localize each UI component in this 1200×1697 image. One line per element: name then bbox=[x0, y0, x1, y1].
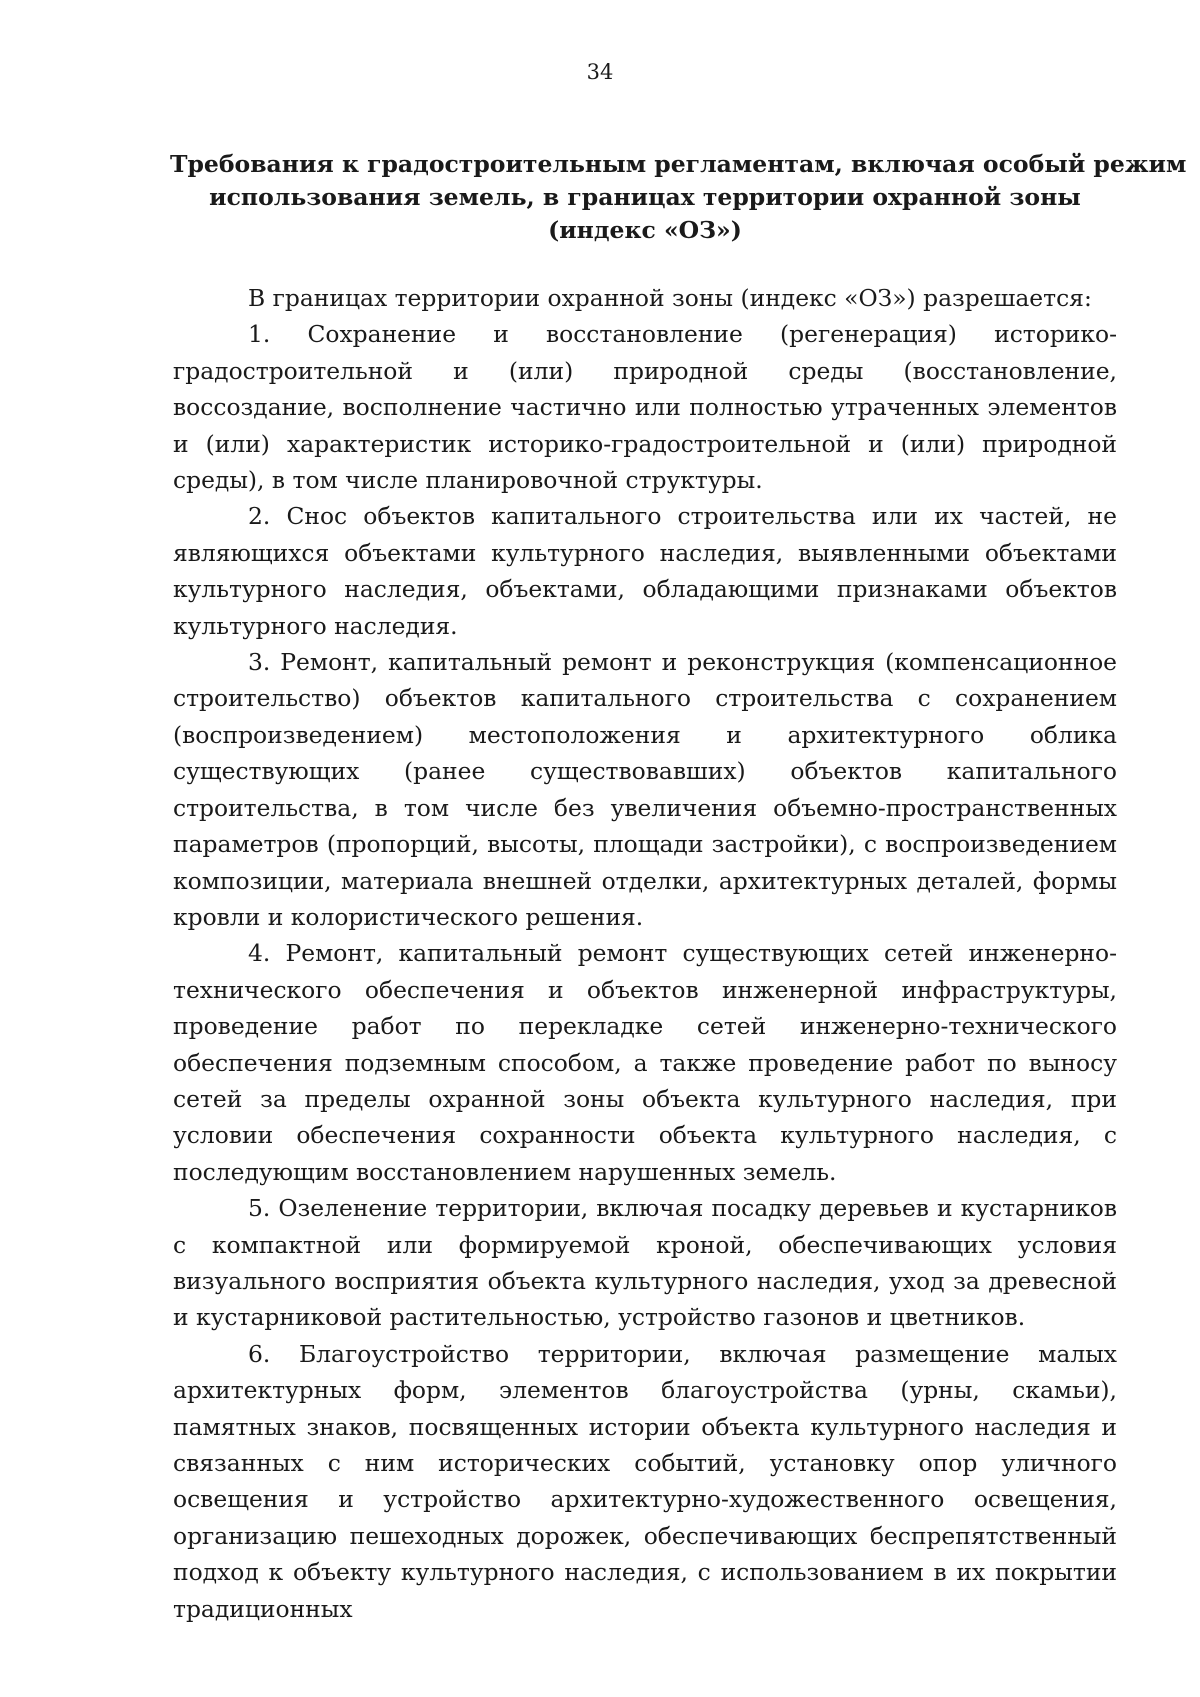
section-heading bbox=[170, 148, 1187, 247]
list-item: 1. Сохранение и восстановление (регенерация) историко-градостроительной и (или) природной среды (восстановление, воссоздание, восполнение частично или полностью утраченных элементов и (или) характеристик историко-градостроительной и (или) природной среды), в том числе планировочной структуры. bbox=[173, 320, 1117, 495]
heading-line: (индекс «ОЗ») bbox=[548, 216, 742, 244]
list-item: 3. Ремонт, капитальный ремонт и реконструкция (компенсационное строительство) объектов капитального строительства с сохранением (воспроизведением) местоположения и архитектурного облика существующих (ранее существовавших) объектов капитального строительства, в том числе без увеличения объемно-пространственных параметров (пропорций, высоты, площади застройки), с воспроизведением композиции, материала внешней отделки, архитектурных деталей, формы кровли и колористического решения. bbox=[173, 648, 1117, 931]
heading-line: использования земель, в границах территории охранной зоны bbox=[209, 183, 1081, 211]
list-item: 5. Озеленение территории, включая посадку деревьев и кустарников с компактной или формируемой кроной, обеспечивающих условия визуального восприятия объекта культурного наследия, уход за древесной и кустарниковой растительностью, устройство газонов и цветников. bbox=[173, 1194, 1117, 1332]
list-item: 2. Снос объектов капитального строительства или их частей, не являющихся объектами культурного наследия, выявленными объектами культурного наследия, объектами, обладающими признаками объектов культурного наследия. bbox=[173, 502, 1117, 640]
body-text bbox=[173, 280, 1117, 1627]
list-item: 6. Благоустройство территории, включая размещение малых архитектурных форм, элементов благоустройства (урны, скамьи), памятных знаков, посвященных истории объекта культурного наследия и связанных с ним исторических событий, установку опор уличного освещения и устройство архитектурно-художественного освещения, организацию пешеходных дорожек, обеспечивающих беспрепятственный подход к объекту культурного наследия, с использованием в их покрытии традиционных bbox=[173, 1339, 1117, 1623]
heading-line: Требования к градостроительным регламентам, включая особый режим bbox=[170, 150, 1187, 178]
page-number: 34 bbox=[586, 60, 614, 84]
list-item: 4. Ремонт, капитальный ремонт существующих сетей инженерно-технического обеспечения и объектов инженерной инфраструктуры, проведение работ по перекладке сетей инженерно-технического обеспечения подземным способом, а также проведение работ по выносу сетей за пределы охранной зоны объекта культурного наследия, при условии обеспечения сохранности объекта культурного наследия, с последующим восстановлением нарушенных земель. bbox=[173, 939, 1117, 1186]
intro-paragraph: В границах территории охранной зоны (индекс «ОЗ») разрешается: bbox=[248, 284, 1092, 312]
